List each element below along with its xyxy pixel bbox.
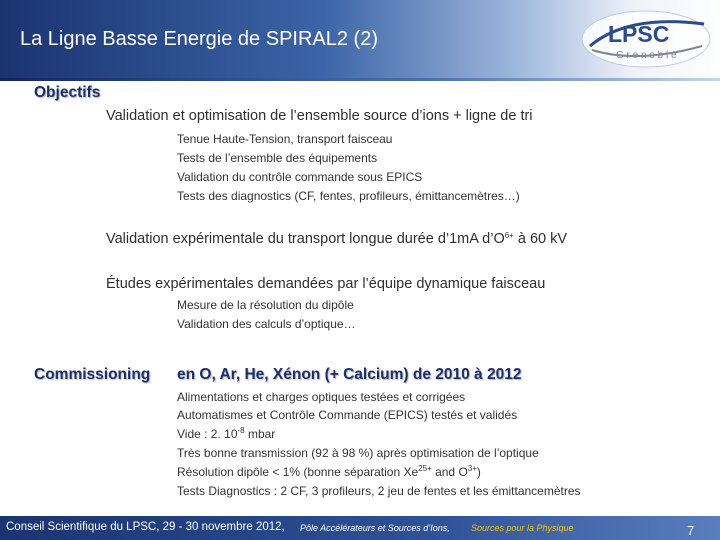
footer-bar (0, 516, 720, 540)
list-item: Vide : 2. $10^{-8}$ mbar (177, 426, 276, 441)
header-divider (0, 78, 720, 81)
list-item: Tests des diagnostics (CF, fentes, profileurs, émittancemètres…) (177, 189, 520, 203)
list-item: Tests de l’ensemble des équipements (177, 151, 378, 165)
list-item: Tenue Haute-Tension, transport faisceau (177, 132, 393, 146)
svg-text:LPSC: LPSC (608, 21, 670, 47)
commissioning-subtitle: en O, Ar, He, Xénon (+ Calcium) de 2010 à 2012 (177, 366, 522, 383)
footer-sources: Sources pour la Physique (471, 523, 574, 533)
objectif-etudes: Études expérimentales demandées par l’équipe dynamique faisceau (106, 276, 546, 292)
lpsc-logo (578, 6, 714, 70)
objectif-validation: Validation et optimisation de l’ensemble source d’ions + ligne de tri (106, 108, 533, 124)
section-heading-commissioning: Commissioning (34, 366, 151, 383)
list-item: Validation du contrôle commande sous EPICS (177, 170, 423, 184)
list-item: Mesure de la résolution du dipôle (177, 298, 354, 312)
section-heading-objectifs: Objectifs (34, 84, 101, 101)
footer-pole: Pôle Accélérateurs et Sources d’Ions, (300, 523, 450, 533)
list-item: Alimentations et charges optiques testées et corrigées (177, 390, 466, 404)
list-item: Tests Diagnostics : 2 CF, 3 profileurs, 2 jeu de fentes et les émittancemètres (177, 484, 581, 498)
objectif-transport: Validation expérimentale du transport longue durée d’1mA $d’O^{6+}$ à 60 kV (106, 231, 568, 247)
slide-title: La Ligne Basse Energie de SPIRAL2 (2) (20, 28, 378, 50)
list-item: Très bonne transmission (92 à 98 %) après optimisation de l’optique (177, 446, 539, 460)
list-item: Résolution dipôle < 1% (bonne séparation $Xe^{25+}$ and $O^{3+}$) (177, 464, 481, 479)
svg-text:G r e n o b l e: G r e n o b l e (616, 50, 677, 61)
footer-event: Conseil Scientifique du LPSC, 29 - 30 novembre 2012, (6, 521, 285, 533)
list-item: Automatismes et Contrôle Commande (EPICS) testés et validés (177, 408, 518, 422)
list-item: Validation des calculs d’optique… (177, 317, 356, 331)
page-number: 7 (687, 523, 695, 538)
